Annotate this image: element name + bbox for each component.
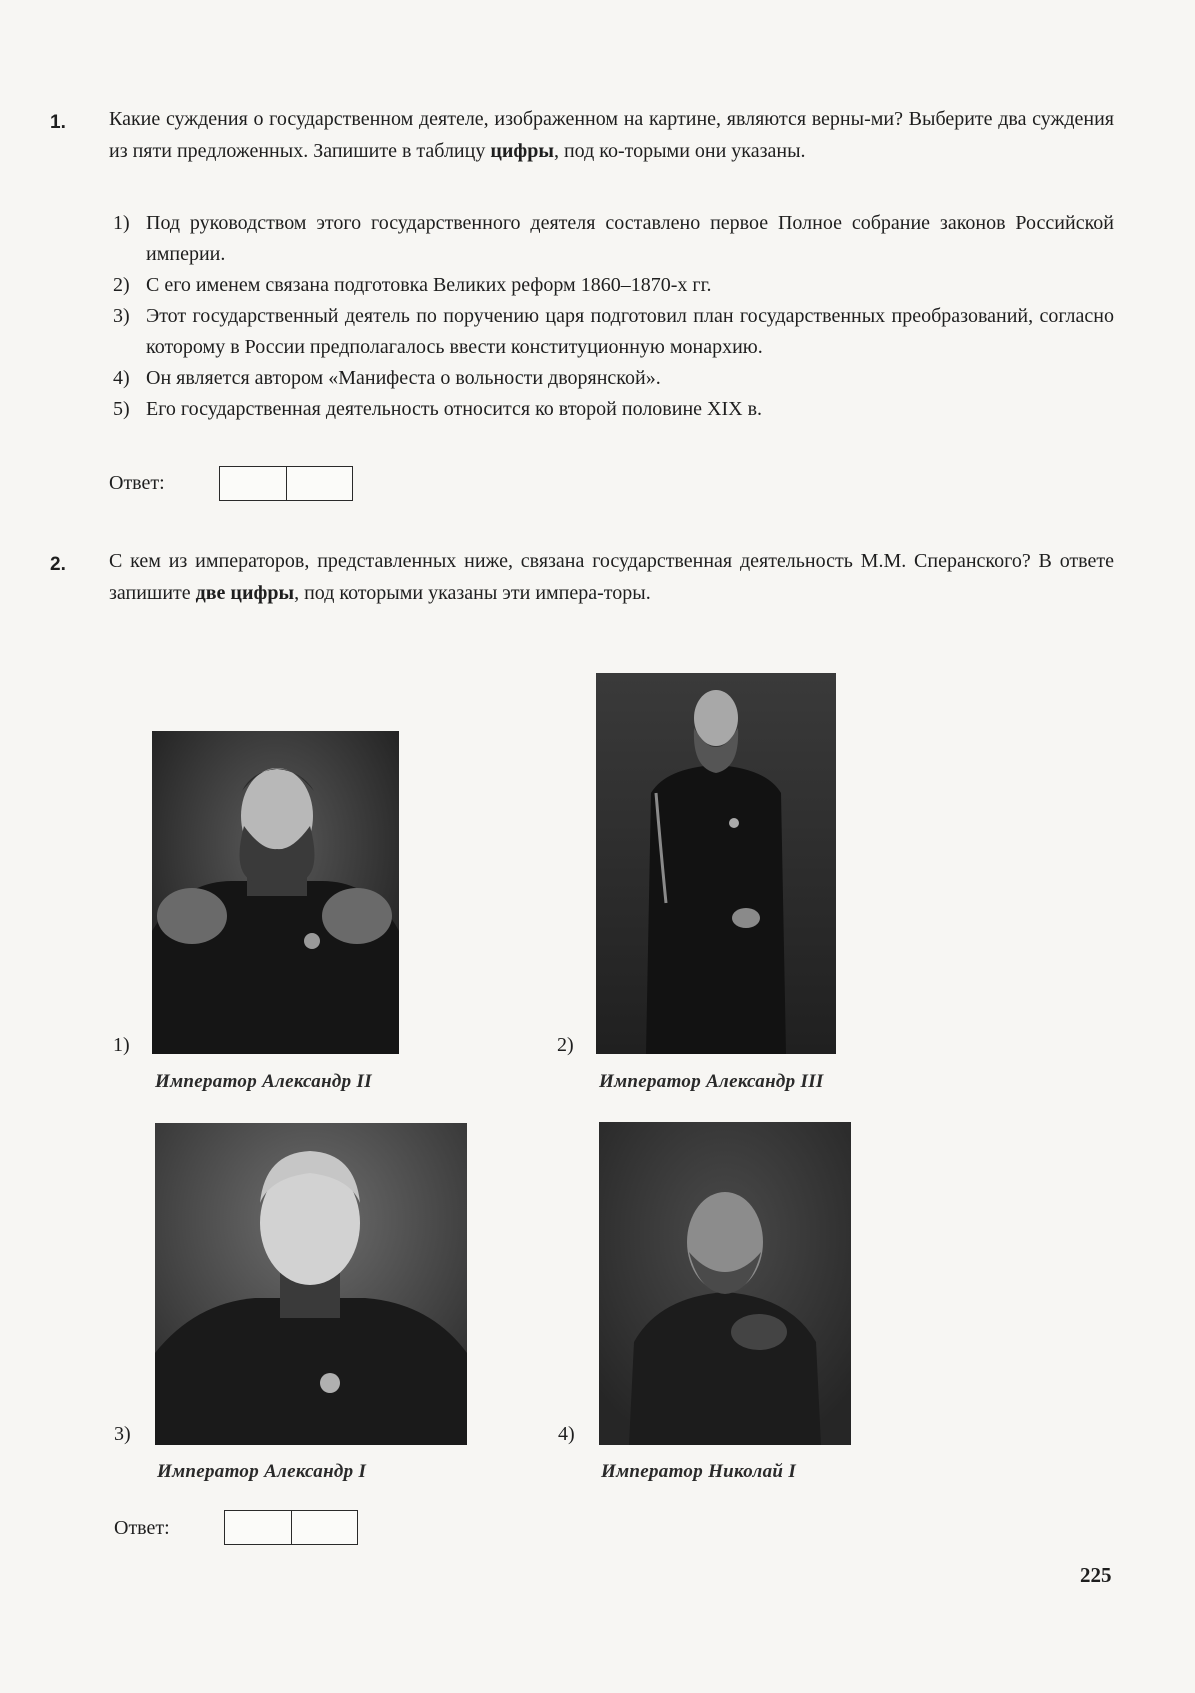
- option-number: 4): [113, 367, 130, 389]
- question-1-number: 1.: [50, 112, 66, 133]
- page-number: 225: [1080, 1563, 1112, 1587]
- option-4: [113, 363, 1114, 394]
- option-number: 1): [113, 212, 130, 234]
- option-number: 2): [113, 274, 130, 296]
- portrait-2-number: 2): [557, 1034, 574, 1056]
- question-2-text: [109, 546, 1114, 609]
- portrait-4-number: 4): [558, 1423, 575, 1445]
- question-1-answer-label: Ответ:: [109, 472, 165, 494]
- option-text: Этот государственный деятель по поручению царя подготовил план государственных преобразований, согласно которому в России предполагалось ввести конституционную монархию.: [146, 305, 1114, 358]
- portrait-3-number: 3): [114, 1423, 131, 1445]
- portrait-4-caption: Император Николай I: [601, 1461, 797, 1482]
- option-2: [113, 270, 1114, 301]
- portrait-4-image: [599, 1122, 851, 1445]
- portrait-2-caption: Император Александр III: [599, 1071, 824, 1092]
- question-1-text-bold: цифры: [490, 139, 554, 162]
- question-2-number: 2.: [50, 554, 66, 575]
- option-3: [113, 301, 1114, 363]
- question-1-text-part1: Какие суждения о государственном деятеле, изображенном на картине, являются верны-ми? Выберите два суждения из пяти предложенных. Запишите в таблицу: [109, 108, 1114, 162]
- question-2-answer-label: Ответ:: [114, 1517, 170, 1539]
- question-1-answer-box[interactable]: [219, 466, 353, 501]
- question-2-answer-box[interactable]: [224, 1510, 358, 1545]
- option-number: 5): [113, 398, 130, 420]
- option-1: [113, 208, 1114, 270]
- option-text: С его именем связана подготовка Великих реформ 1860–1870-х гг.: [146, 274, 712, 296]
- question-1-text-part2: , под ко-торыми они указаны.: [553, 139, 806, 162]
- portrait-3-caption: Император Александр I: [157, 1461, 367, 1482]
- option-text: Его государственная деятельность относится ко второй половине XIX в.: [146, 398, 763, 420]
- option-5: [113, 394, 1114, 425]
- question-2-text-part1: С кем из императоров, представленных ниже, связана государственная деятельность М.М. Сперанского? В ответе запишите: [109, 550, 1114, 604]
- answer-cell-1[interactable]: [220, 467, 286, 500]
- portrait-1-caption: Император Александр II: [155, 1071, 372, 1092]
- option-text: Под руководством этого государственного деятеля составлено первое Полное собрание законов Российской империи.: [146, 212, 1114, 265]
- answer-cell-1[interactable]: [225, 1511, 291, 1544]
- portrait-1-image: [152, 731, 399, 1054]
- portrait-3-image: [155, 1123, 467, 1445]
- portrait-2-image: [596, 673, 836, 1054]
- question-2-text-bold: две цифры: [195, 581, 295, 604]
- question-1-options: [113, 208, 1114, 425]
- option-text: Он является автором «Манифеста о вольности дворянской».: [146, 367, 661, 389]
- question-1-text: [109, 104, 1114, 167]
- portrait-1-number: 1): [113, 1034, 130, 1056]
- option-number: 3): [113, 305, 130, 327]
- answer-cell-2[interactable]: [291, 1511, 358, 1544]
- answer-cell-2[interactable]: [286, 467, 353, 500]
- question-2-text-part2: , под которыми указаны эти импера-торы.: [294, 581, 651, 604]
